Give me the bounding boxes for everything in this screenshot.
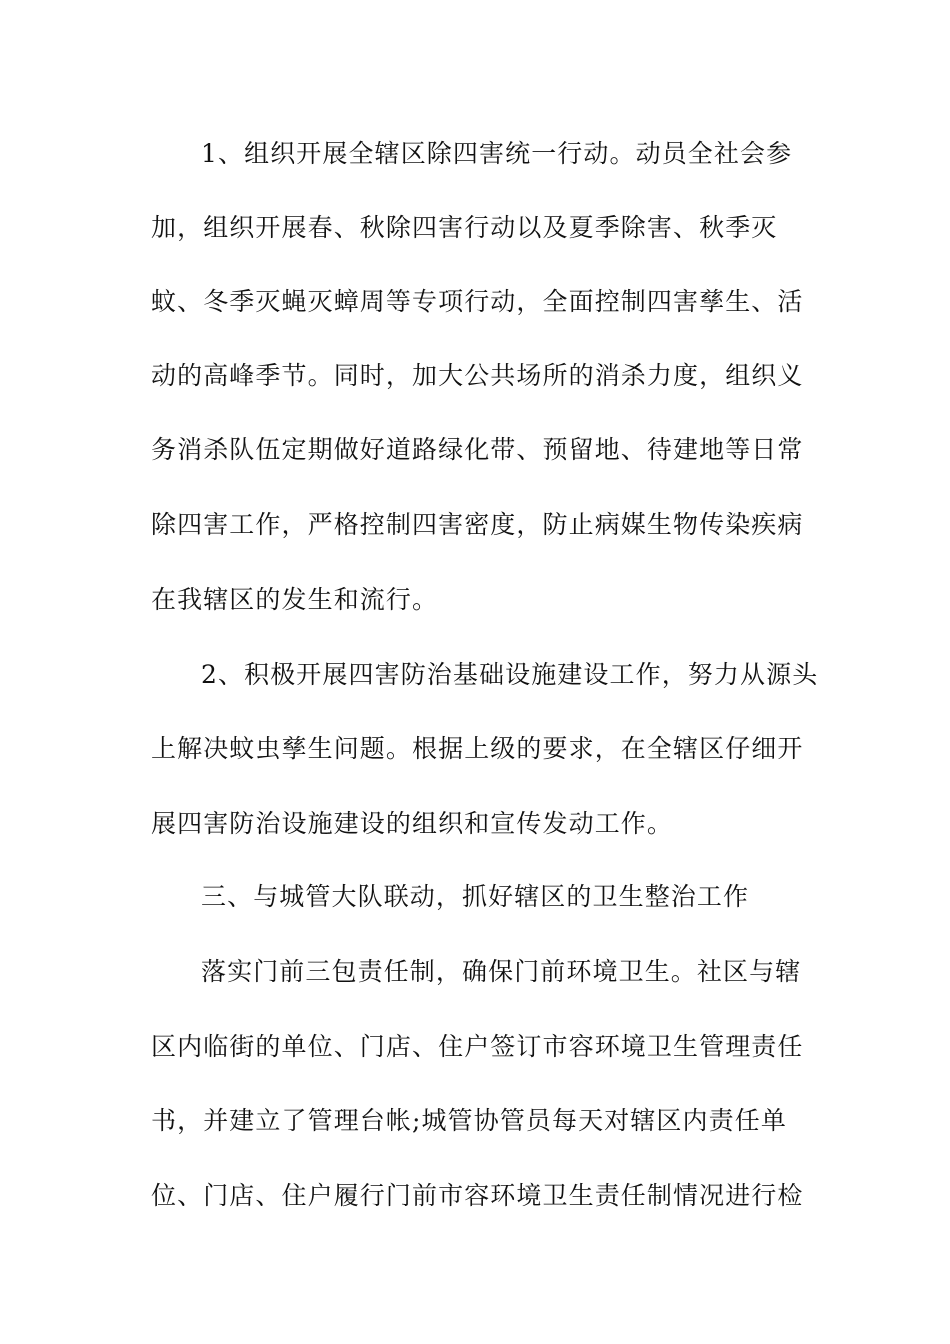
- paragraph-2-line-3: 展四害防治设施建设的组织和宣传发动工作。: [151, 809, 674, 838]
- paragraph-3-line-4: 位、门店、住户履行门前市容环境卫生责任制情况进行检: [151, 1181, 804, 1210]
- paragraph-1-line-7: 在我辖区的发生和流行。: [151, 585, 439, 614]
- section-heading-3: 三、与城管大队联动，抓好辖区的卫生整治工作: [201, 882, 750, 911]
- paragraph-3-line-1: 落实门前三包责任制，确保门前环境卫生。社区与辖: [201, 957, 802, 986]
- paragraph-1-line-6: 除四害工作，严格控制四害密度，防止病媒生物传染疾病: [151, 510, 804, 539]
- paragraph-1-line-3: 蚊、冬季灭蝇灭蟑周等专项行动，全面控制四害孳生、活: [151, 287, 804, 316]
- paragraph-2-line-1: 2、积极开展四害防治基础设施建设工作，努力从源头: [201, 660, 819, 689]
- paragraph-1-line-1: 1、组织开展全辖区除四害统一行动。动员全社会参: [201, 139, 793, 168]
- paragraph-1-line-2: 加，组织开展春、秋除四害行动以及夏季除害、秋季灭: [151, 213, 778, 242]
- paragraph-3-line-3: 书，并建立了管理台帐;城管协管员每天对辖区内责任单: [151, 1106, 787, 1135]
- paragraph-3-line-2: 区内临街的单位、门店、住户签订市容环境卫生管理责任: [151, 1032, 804, 1061]
- paragraph-1-line-5: 务消杀队伍定期做好道路绿化带、预留地、待建地等日常: [151, 435, 804, 464]
- paragraph-2-line-2: 上解决蚊虫孳生问题。根据上级的要求，在全辖区仔细开: [151, 734, 804, 763]
- paragraph-1-line-4: 动的高峰季节。同时，加大公共场所的消杀力度，组织义: [151, 361, 804, 390]
